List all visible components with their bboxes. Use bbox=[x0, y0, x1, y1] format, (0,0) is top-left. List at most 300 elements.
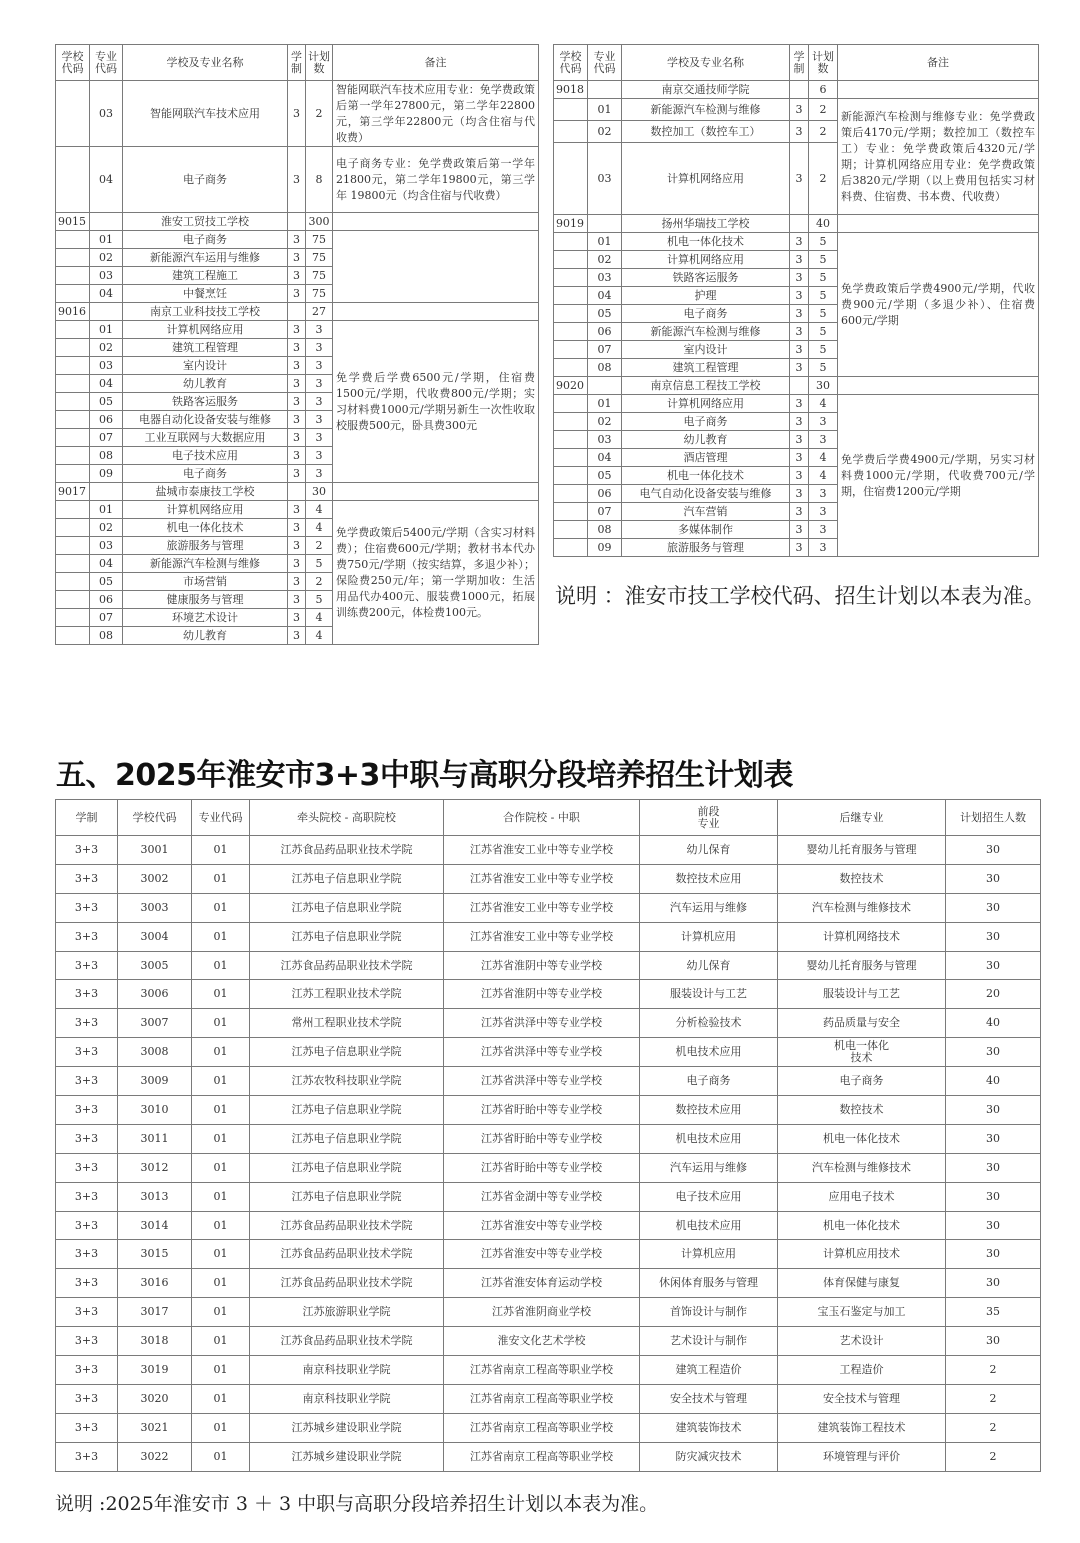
plan-count: 2 bbox=[946, 1356, 1041, 1385]
major-code: 01 bbox=[192, 836, 250, 865]
school-code bbox=[554, 323, 588, 341]
header-plan: 计划数 bbox=[306, 45, 333, 81]
header-major-code: 专业代码 bbox=[588, 45, 622, 81]
school-code bbox=[56, 447, 90, 465]
major-row bbox=[554, 233, 1039, 251]
years bbox=[790, 215, 809, 233]
follow-major: 艺术设计 bbox=[778, 1327, 946, 1356]
school-code: 3021 bbox=[118, 1413, 192, 1442]
plan-count: 3 bbox=[809, 431, 838, 449]
school-code bbox=[554, 359, 588, 377]
major-code: 05 bbox=[588, 305, 622, 323]
front-major: 安全技术与管理 bbox=[640, 1384, 778, 1413]
plan-count: 30 bbox=[946, 836, 1041, 865]
system: 3+3 bbox=[56, 1442, 118, 1471]
years: 3 bbox=[790, 121, 809, 143]
follow-major: 机电一体化技术 bbox=[778, 1211, 946, 1240]
major-row bbox=[554, 395, 1039, 413]
major-name: 旅游服务与管理 bbox=[123, 537, 288, 555]
major-code: 01 bbox=[192, 1067, 250, 1096]
lead-college: 江苏食品药品职业技术学院 bbox=[250, 836, 444, 865]
front-major: 建筑工程造价 bbox=[640, 1356, 778, 1385]
plan-count: 3 bbox=[306, 357, 333, 375]
years: 3 bbox=[790, 269, 809, 287]
three-plus-three-plan-table bbox=[55, 799, 1041, 1472]
major-name: 计算机网络应用 bbox=[123, 321, 288, 339]
school-code bbox=[56, 147, 90, 213]
school-code bbox=[56, 285, 90, 303]
front-major: 电子技术应用 bbox=[640, 1182, 778, 1211]
plan-count: 30 bbox=[946, 951, 1041, 980]
system: 3+3 bbox=[56, 951, 118, 980]
major-name: 铁路客运服务 bbox=[622, 269, 790, 287]
major-code: 01 bbox=[90, 321, 123, 339]
major-code: 01 bbox=[588, 233, 622, 251]
major-code: 01 bbox=[192, 951, 250, 980]
system: 3+3 bbox=[56, 1356, 118, 1385]
plan-count: 2 bbox=[306, 81, 333, 147]
major-code: 01 bbox=[192, 1356, 250, 1385]
table-row bbox=[56, 980, 1041, 1009]
table-header-row bbox=[56, 800, 1041, 836]
school-code bbox=[56, 375, 90, 393]
plan-count: 30 bbox=[946, 893, 1041, 922]
school-code bbox=[56, 231, 90, 249]
years: 3 bbox=[790, 431, 809, 449]
years: 3 bbox=[288, 501, 306, 519]
major-code: 03 bbox=[90, 81, 123, 147]
lead-college: 江苏电子信息职业学院 bbox=[250, 1182, 444, 1211]
school-code bbox=[56, 609, 90, 627]
system: 3+3 bbox=[56, 1182, 118, 1211]
front-major: 休闲体育服务与管理 bbox=[640, 1269, 778, 1298]
school-code bbox=[554, 287, 588, 305]
school-code bbox=[554, 431, 588, 449]
front-major: 机电技术应用 bbox=[640, 1038, 778, 1067]
section-title: 五、2025年淮安市3+3中职与高职分段培养招生计划表 bbox=[56, 758, 793, 793]
technical-school-table-left bbox=[55, 44, 539, 645]
header-remarks: 备注 bbox=[838, 45, 1039, 81]
header-remarks: 备注 bbox=[333, 45, 539, 81]
lead-college: 江苏食品药品职业技术学院 bbox=[250, 1327, 444, 1356]
partner-school: 江苏省南京工程高等职业学校 bbox=[444, 1384, 640, 1413]
major-name: 中餐烹饪 bbox=[123, 285, 288, 303]
system: 3+3 bbox=[56, 1096, 118, 1125]
major-name: 建筑工程管理 bbox=[123, 339, 288, 357]
plan-count: 4 bbox=[809, 395, 838, 413]
school-code bbox=[554, 413, 588, 431]
school-code bbox=[56, 81, 90, 147]
plan-count: 3 bbox=[809, 503, 838, 521]
system: 3+3 bbox=[56, 1413, 118, 1442]
lead-college: 江苏电子信息职业学院 bbox=[250, 1124, 444, 1153]
major-code: 01 bbox=[192, 1182, 250, 1211]
major-code: 01 bbox=[192, 1153, 250, 1182]
plan-count: 75 bbox=[306, 285, 333, 303]
front-major: 建筑装饰技术 bbox=[640, 1413, 778, 1442]
front-major: 汽车运用与维修 bbox=[640, 893, 778, 922]
major-code: 01 bbox=[192, 864, 250, 893]
header-plan: 计划数 bbox=[809, 45, 838, 81]
major-code bbox=[588, 81, 622, 99]
school-row bbox=[554, 215, 1039, 233]
plan-count: 2 bbox=[946, 1442, 1041, 1471]
major-code: 04 bbox=[90, 147, 123, 213]
major-name: 计算机网络应用 bbox=[622, 395, 790, 413]
follow-major: 汽车检测与维修技术 bbox=[778, 1153, 946, 1182]
school-code: 9015 bbox=[56, 213, 90, 231]
table-row bbox=[56, 951, 1041, 980]
lead-college: 江苏城乡建设职业学院 bbox=[250, 1442, 444, 1471]
plan-count: 30 bbox=[946, 1269, 1041, 1298]
remarks: 电子商务专业：免学费政策后第一学年21800元，第二学年19800元，第三学年 19800元（均含住宿与代收费） bbox=[333, 147, 539, 213]
follow-major: 机电一体化 技术 bbox=[778, 1038, 946, 1067]
remarks bbox=[838, 377, 1039, 395]
front-major: 服装设计与工艺 bbox=[640, 980, 778, 1009]
plan-count: 4 bbox=[306, 501, 333, 519]
plan-count: 3 bbox=[306, 321, 333, 339]
follow-major: 婴幼儿托育服务与管理 bbox=[778, 951, 946, 980]
school-name: 南京工业科技技工学校 bbox=[123, 303, 288, 321]
school-name: 南京交通技师学院 bbox=[622, 81, 790, 99]
major-name: 铁路客运服务 bbox=[123, 393, 288, 411]
table-row bbox=[56, 1096, 1041, 1125]
table-body bbox=[554, 81, 1039, 557]
school-name: 扬州华瑞技工学校 bbox=[622, 215, 790, 233]
follow-major: 宝玉石鉴定与加工 bbox=[778, 1298, 946, 1327]
lead-college: 江苏农牧科技职业学院 bbox=[250, 1067, 444, 1096]
school-code: 9019 bbox=[554, 215, 588, 233]
years: 3 bbox=[790, 99, 809, 121]
lead-college: 江苏电子信息职业学院 bbox=[250, 893, 444, 922]
plan-count: 35 bbox=[946, 1298, 1041, 1327]
school-code bbox=[56, 321, 90, 339]
plan-count: 2 bbox=[306, 573, 333, 591]
major-code bbox=[90, 213, 123, 231]
front-major: 幼儿保育 bbox=[640, 951, 778, 980]
header-school-major-name: 学校及专业名称 bbox=[622, 45, 790, 81]
plan-count: 3 bbox=[809, 485, 838, 503]
follow-major: 体育保健与康复 bbox=[778, 1269, 946, 1298]
remarks: 免学费政策后5400元/学期（含实习材料费）；住宿费600元/学期；教材书本代办费750元/学期（按实结算，多退少补）；保险费250元/年；第一学期加收：生活用品代办400元、服装费1000元，拓展训练费200元，体检费100元。 bbox=[333, 501, 539, 645]
school-row bbox=[56, 303, 539, 321]
table-row bbox=[56, 893, 1041, 922]
front-major: 艺术设计与制作 bbox=[640, 1327, 778, 1356]
table-header-row bbox=[56, 45, 539, 81]
school-code: 9017 bbox=[56, 483, 90, 501]
plan-count: 3 bbox=[306, 465, 333, 483]
partner-school: 江苏省淮安工业中等专业学校 bbox=[444, 836, 640, 865]
plan-count: 30 bbox=[946, 1211, 1041, 1240]
major-name: 健康服务与管理 bbox=[123, 591, 288, 609]
years: 3 bbox=[288, 357, 306, 375]
major-name: 电气自动化设备安装与维修 bbox=[622, 485, 790, 503]
plan-count: 5 bbox=[809, 323, 838, 341]
years: 3 bbox=[790, 305, 809, 323]
table-row bbox=[56, 1153, 1041, 1182]
table-header-row bbox=[554, 45, 1039, 81]
partner-school: 江苏省盱眙中等专业学校 bbox=[444, 1124, 640, 1153]
system: 3+3 bbox=[56, 980, 118, 1009]
years bbox=[288, 213, 306, 231]
header-major-code: 专业代码 bbox=[90, 45, 123, 81]
school-code bbox=[554, 143, 588, 215]
years: 3 bbox=[288, 627, 306, 645]
plan-count: 3 bbox=[809, 521, 838, 539]
major-code: 02 bbox=[90, 339, 123, 357]
front-major: 汽车运用与维修 bbox=[640, 1153, 778, 1182]
plan-count: 5 bbox=[306, 555, 333, 573]
major-code: 07 bbox=[90, 429, 123, 447]
major-code: 04 bbox=[90, 555, 123, 573]
table-body bbox=[56, 81, 539, 645]
major-code: 03 bbox=[588, 269, 622, 287]
plan-count: 2 bbox=[306, 537, 333, 555]
header-system: 学制 bbox=[56, 800, 118, 836]
front-major: 首饰设计与制作 bbox=[640, 1298, 778, 1327]
school-total: 30 bbox=[306, 483, 333, 501]
school-code bbox=[554, 251, 588, 269]
school-code bbox=[56, 411, 90, 429]
school-code: 3006 bbox=[118, 980, 192, 1009]
major-code: 01 bbox=[192, 1298, 250, 1327]
plan-count: 4 bbox=[809, 449, 838, 467]
major-row bbox=[56, 81, 539, 147]
major-code: 04 bbox=[90, 285, 123, 303]
header-lead-college: 牵头院校 - 高职院校 bbox=[250, 800, 444, 836]
lead-college: 南京科技职业学院 bbox=[250, 1384, 444, 1413]
major-code bbox=[90, 303, 123, 321]
major-code: 05 bbox=[90, 393, 123, 411]
partner-school: 江苏省盱眙中等专业学校 bbox=[444, 1153, 640, 1182]
school-code bbox=[554, 305, 588, 323]
major-code bbox=[588, 215, 622, 233]
header-school-code: 学校代码 bbox=[554, 45, 588, 81]
plan-count: 30 bbox=[946, 1096, 1041, 1125]
school-code: 3012 bbox=[118, 1153, 192, 1182]
major-code: 01 bbox=[192, 1240, 250, 1269]
major-name: 环境艺术设计 bbox=[123, 609, 288, 627]
table-row bbox=[56, 836, 1041, 865]
major-code: 01 bbox=[192, 1269, 250, 1298]
table-row bbox=[56, 864, 1041, 893]
technical-school-note: 说明 ：淮安市技工学校代码、招生计划以本表为准。 bbox=[555, 584, 1045, 608]
school-code bbox=[56, 555, 90, 573]
technical-school-table-right bbox=[553, 44, 1039, 557]
major-code bbox=[90, 483, 123, 501]
table-row bbox=[56, 1211, 1041, 1240]
major-name: 机电一体化技术 bbox=[622, 467, 790, 485]
school-row bbox=[56, 483, 539, 501]
school-code: 3018 bbox=[118, 1327, 192, 1356]
system: 3+3 bbox=[56, 1211, 118, 1240]
table-row bbox=[56, 1298, 1041, 1327]
major-code: 06 bbox=[588, 485, 622, 503]
header-years: 学制 bbox=[288, 45, 306, 81]
school-code: 9018 bbox=[554, 81, 588, 99]
school-total: 6 bbox=[809, 81, 838, 99]
front-major: 电子商务 bbox=[640, 1067, 778, 1096]
partner-school: 江苏省金湖中等专业学校 bbox=[444, 1182, 640, 1211]
plan-count: 3 bbox=[306, 411, 333, 429]
school-total: 40 bbox=[809, 215, 838, 233]
major-code: 06 bbox=[90, 411, 123, 429]
school-code: 3022 bbox=[118, 1442, 192, 1471]
years: 3 bbox=[288, 447, 306, 465]
lead-college: 常州工程职业技术学院 bbox=[250, 1009, 444, 1038]
front-major: 计算机应用 bbox=[640, 1240, 778, 1269]
school-code: 3016 bbox=[118, 1269, 192, 1298]
partner-school: 江苏省淮安工业中等专业学校 bbox=[444, 922, 640, 951]
school-code: 3014 bbox=[118, 1211, 192, 1240]
major-code: 02 bbox=[90, 519, 123, 537]
plan-count: 5 bbox=[809, 287, 838, 305]
major-name: 幼儿教育 bbox=[123, 375, 288, 393]
table-row bbox=[56, 1009, 1041, 1038]
major-code: 07 bbox=[588, 503, 622, 521]
header-school-code: 学校代码 bbox=[118, 800, 192, 836]
years: 3 bbox=[288, 81, 306, 147]
major-code: 06 bbox=[588, 323, 622, 341]
lead-college: 江苏食品药品职业技术学院 bbox=[250, 951, 444, 980]
header-years: 学制 bbox=[790, 45, 809, 81]
remarks bbox=[333, 303, 539, 321]
plan-count: 30 bbox=[946, 1124, 1041, 1153]
years: 3 bbox=[288, 147, 306, 213]
years: 3 bbox=[288, 609, 306, 627]
school-row bbox=[554, 377, 1039, 395]
years: 3 bbox=[790, 521, 809, 539]
school-row bbox=[56, 213, 539, 231]
school-name: 盐城市泰康技工学校 bbox=[123, 483, 288, 501]
follow-major: 汽车检测与维修技术 bbox=[778, 893, 946, 922]
years: 3 bbox=[288, 591, 306, 609]
major-code: 08 bbox=[90, 627, 123, 645]
plan-count: 2 bbox=[946, 1384, 1041, 1413]
front-major: 防灾减灾技术 bbox=[640, 1442, 778, 1471]
school-code bbox=[56, 465, 90, 483]
partner-school: 江苏省南京工程高等职业学校 bbox=[444, 1356, 640, 1385]
school-code: 3017 bbox=[118, 1298, 192, 1327]
follow-major: 环境管理与评价 bbox=[778, 1442, 946, 1471]
years: 3 bbox=[288, 375, 306, 393]
major-row bbox=[56, 147, 539, 213]
years: 3 bbox=[288, 339, 306, 357]
school-code bbox=[554, 485, 588, 503]
major-name: 计算机网络应用 bbox=[123, 501, 288, 519]
follow-major: 工程造价 bbox=[778, 1356, 946, 1385]
school-code bbox=[56, 591, 90, 609]
lead-college: 江苏城乡建设职业学院 bbox=[250, 1413, 444, 1442]
school-code: 9020 bbox=[554, 377, 588, 395]
years: 3 bbox=[790, 413, 809, 431]
front-major: 计算机应用 bbox=[640, 922, 778, 951]
major-code: 09 bbox=[588, 539, 622, 557]
major-code: 01 bbox=[192, 1009, 250, 1038]
table-row bbox=[56, 1384, 1041, 1413]
table-row bbox=[56, 1413, 1041, 1442]
lead-college: 江苏电子信息职业学院 bbox=[250, 864, 444, 893]
major-code: 01 bbox=[90, 501, 123, 519]
major-code: 07 bbox=[90, 609, 123, 627]
plan-count: 2 bbox=[809, 121, 838, 143]
partner-school: 江苏省淮阴中等专业学校 bbox=[444, 951, 640, 980]
plan-table-note: 说明 :2025年淮安市 3 ＋ 3 中职与高职分段培养招生计划以本表为准。 bbox=[55, 1493, 659, 1515]
major-name: 幼儿教育 bbox=[123, 627, 288, 645]
follow-major: 机电一体化技术 bbox=[778, 1124, 946, 1153]
years: 3 bbox=[288, 555, 306, 573]
partner-school: 江苏省淮安中等专业学校 bbox=[444, 1240, 640, 1269]
table-row bbox=[56, 1269, 1041, 1298]
years: 3 bbox=[288, 393, 306, 411]
header-school-code: 学校代码 bbox=[56, 45, 90, 81]
plan-count: 4 bbox=[306, 609, 333, 627]
major-code: 09 bbox=[90, 465, 123, 483]
years: 3 bbox=[790, 395, 809, 413]
major-code: 01 bbox=[192, 893, 250, 922]
school-code: 3004 bbox=[118, 922, 192, 951]
remarks: 智能网联汽车技术应用专业：免学费政策后第一学年27800元，第二学年22800元，第三学年22800元（均含住宿与代收费） bbox=[333, 81, 539, 147]
major-code: 08 bbox=[588, 359, 622, 377]
years: 3 bbox=[790, 449, 809, 467]
major-name: 多媒体制作 bbox=[622, 521, 790, 539]
header-follow-major: 后继专业 bbox=[778, 800, 946, 836]
remarks: 免学费后学费4900元/学期，另实习材料费1000元/学期，代收费700元/学期，住宿费1200元/学期 bbox=[838, 395, 1039, 557]
years: 3 bbox=[790, 251, 809, 269]
school-total: 27 bbox=[306, 303, 333, 321]
plan-count: 2 bbox=[809, 143, 838, 215]
lead-college: 江苏食品药品职业技术学院 bbox=[250, 1211, 444, 1240]
school-code bbox=[554, 449, 588, 467]
school-code bbox=[554, 521, 588, 539]
major-code: 01 bbox=[192, 1327, 250, 1356]
school-code: 3011 bbox=[118, 1124, 192, 1153]
years bbox=[790, 377, 809, 395]
school-name: 淮安工贸技工学校 bbox=[123, 213, 288, 231]
major-code: 01 bbox=[192, 1096, 250, 1125]
major-code: 08 bbox=[588, 521, 622, 539]
system: 3+3 bbox=[56, 1124, 118, 1153]
plan-count: 3 bbox=[306, 393, 333, 411]
front-major: 机电技术应用 bbox=[640, 1211, 778, 1240]
header-partner-school: 合作院校 - 中职 bbox=[444, 800, 640, 836]
lead-college: 江苏电子信息职业学院 bbox=[250, 1038, 444, 1067]
follow-major: 数控技术 bbox=[778, 1096, 946, 1125]
major-name: 室内设计 bbox=[622, 341, 790, 359]
plan-count: 2 bbox=[809, 99, 838, 121]
plan-count: 5 bbox=[809, 341, 838, 359]
plan-count: 3 bbox=[306, 339, 333, 357]
major-code: 05 bbox=[588, 467, 622, 485]
follow-major: 数控技术 bbox=[778, 864, 946, 893]
partner-school: 淮安文化艺术学校 bbox=[444, 1327, 640, 1356]
remarks bbox=[838, 215, 1039, 233]
major-code: 08 bbox=[90, 447, 123, 465]
major-row bbox=[554, 99, 1039, 121]
school-code bbox=[554, 341, 588, 359]
school-total: 300 bbox=[306, 213, 333, 231]
follow-major: 服装设计与工艺 bbox=[778, 980, 946, 1009]
years: 3 bbox=[288, 519, 306, 537]
years: 3 bbox=[790, 467, 809, 485]
plan-count: 3 bbox=[306, 429, 333, 447]
lead-college: 江苏食品药品职业技术学院 bbox=[250, 1240, 444, 1269]
major-code: 03 bbox=[588, 431, 622, 449]
system: 3+3 bbox=[56, 1298, 118, 1327]
plan-count: 30 bbox=[946, 1038, 1041, 1067]
major-code: 01 bbox=[192, 1124, 250, 1153]
system: 3+3 bbox=[56, 864, 118, 893]
